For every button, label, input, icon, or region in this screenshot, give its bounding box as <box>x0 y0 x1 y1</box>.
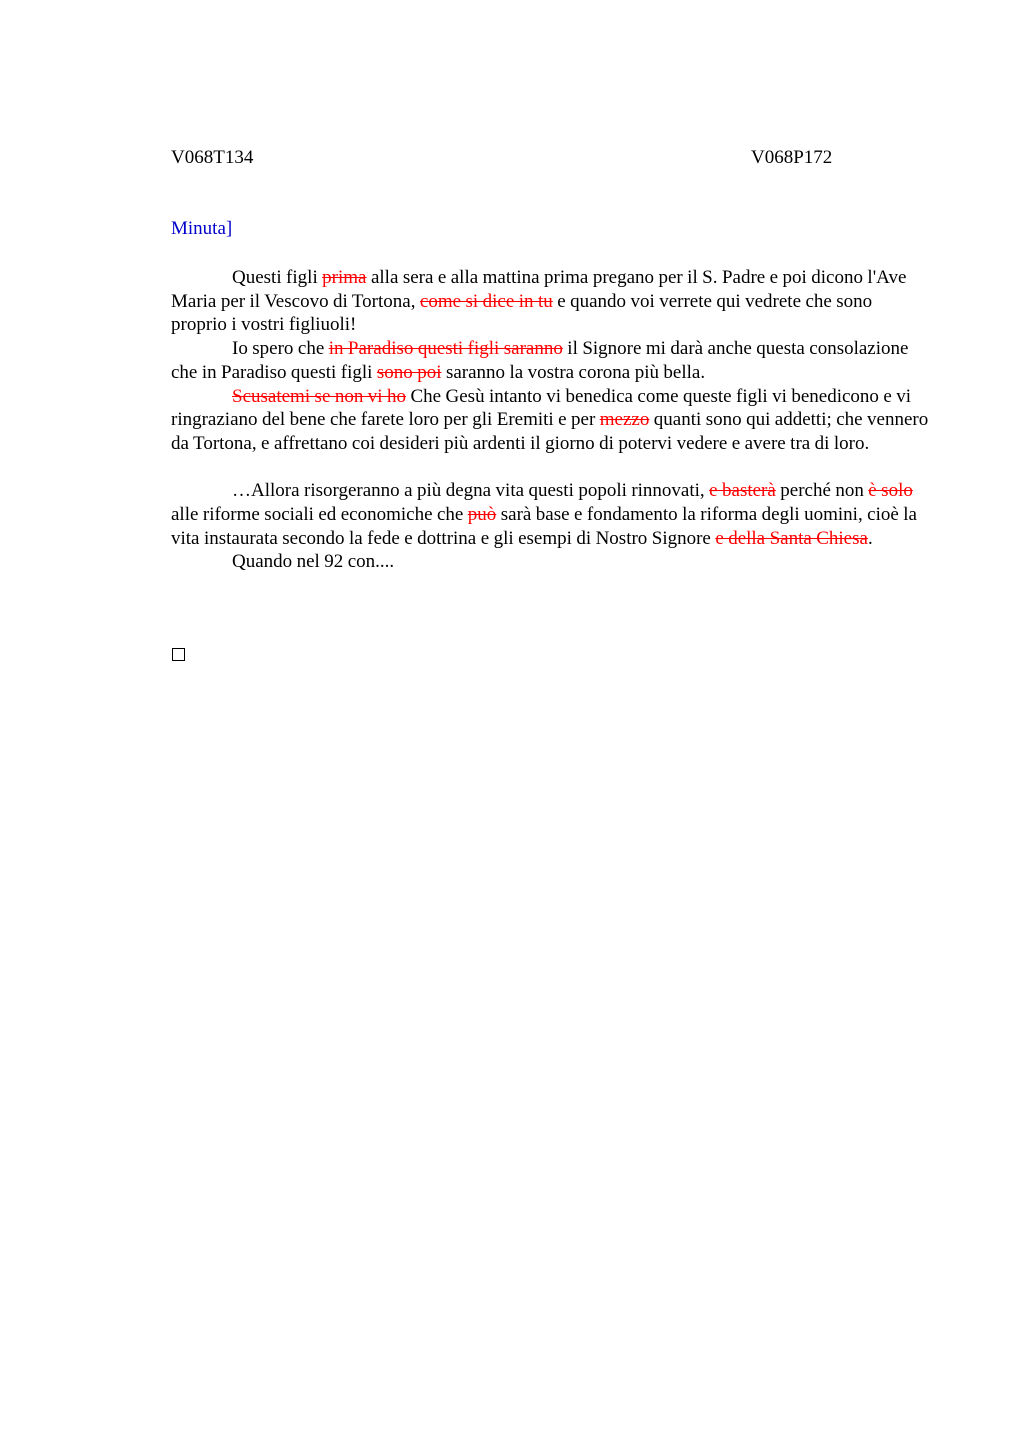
deleted-text: prima <box>322 267 367 288</box>
deleted-text: e della Santa Chiesa <box>715 527 868 549</box>
deleted-text: può <box>467 504 497 526</box>
text-run: Che Gesù intanto vi benedica come queste figli vi benedicono e vi ringraziano del bene che farete loro per gli Eremiti e per <box>171 385 912 431</box>
text-run: …Allora risorgeranno a più degna vita questi popoli rinnovati, <box>232 480 710 502</box>
deleted-text: in Paradiso questi figli saranno <box>328 338 563 360</box>
text-run: e quando voi verrete qui vedrete che sono proprio i vostri figliuoli! <box>171 290 873 336</box>
text-run: Questi figli <box>232 267 323 288</box>
text-run: perché non <box>775 480 869 502</box>
deleted-text: è solo <box>868 480 913 502</box>
paragraph-4 <box>171 479 931 550</box>
paragraph-2 <box>171 337 931 384</box>
paragraph-1 <box>171 266 931 337</box>
text-run: alla sera e alla mattina prima pregano per il S. Padre e poi dicono l'Ave Maria per il Vescovo di Tortona, <box>171 267 907 312</box>
text-run: alle riforme sociali ed economiche che <box>171 504 468 526</box>
deleted-text: come si dice in tu <box>419 290 553 312</box>
section-label: Minuta] <box>171 218 233 239</box>
deleted-text: e basterà <box>709 480 776 502</box>
text-run: Io spero che <box>232 338 329 360</box>
text-run: il Signore mi darà anche questa consolazione che in Paradiso questi figli <box>171 338 909 383</box>
text-run: quanti sono qui addetti; che vennero da Tortona, e affrettano coi desideri più ardenti il giorno di potervi vedere e avere tra di loro. <box>171 409 929 454</box>
text-run: . <box>867 527 873 549</box>
header-right-code: V068P172 <box>751 147 833 168</box>
page-header <box>171 146 931 170</box>
text-run: sarà base e fondamento la riforma degli uomini, cioè la vita instaurata secondo la fede e dottrina e gli esempi di Nostro Signore <box>171 504 917 549</box>
paragraph-5 <box>171 550 931 574</box>
empty-square-icon <box>172 648 185 661</box>
body-text <box>171 266 931 574</box>
paragraph-3 <box>171 385 931 456</box>
deleted-text: mezzo <box>599 409 650 431</box>
deleted-text: sono poi <box>376 361 442 383</box>
header-left-code: V068T134 <box>171 147 254 168</box>
text-run: saranno la vostra corona più bella. <box>441 361 706 383</box>
deleted-text: Scusatemi se non vi ho <box>232 385 407 407</box>
text-run: Quando nel 92 con.... <box>232 551 395 573</box>
